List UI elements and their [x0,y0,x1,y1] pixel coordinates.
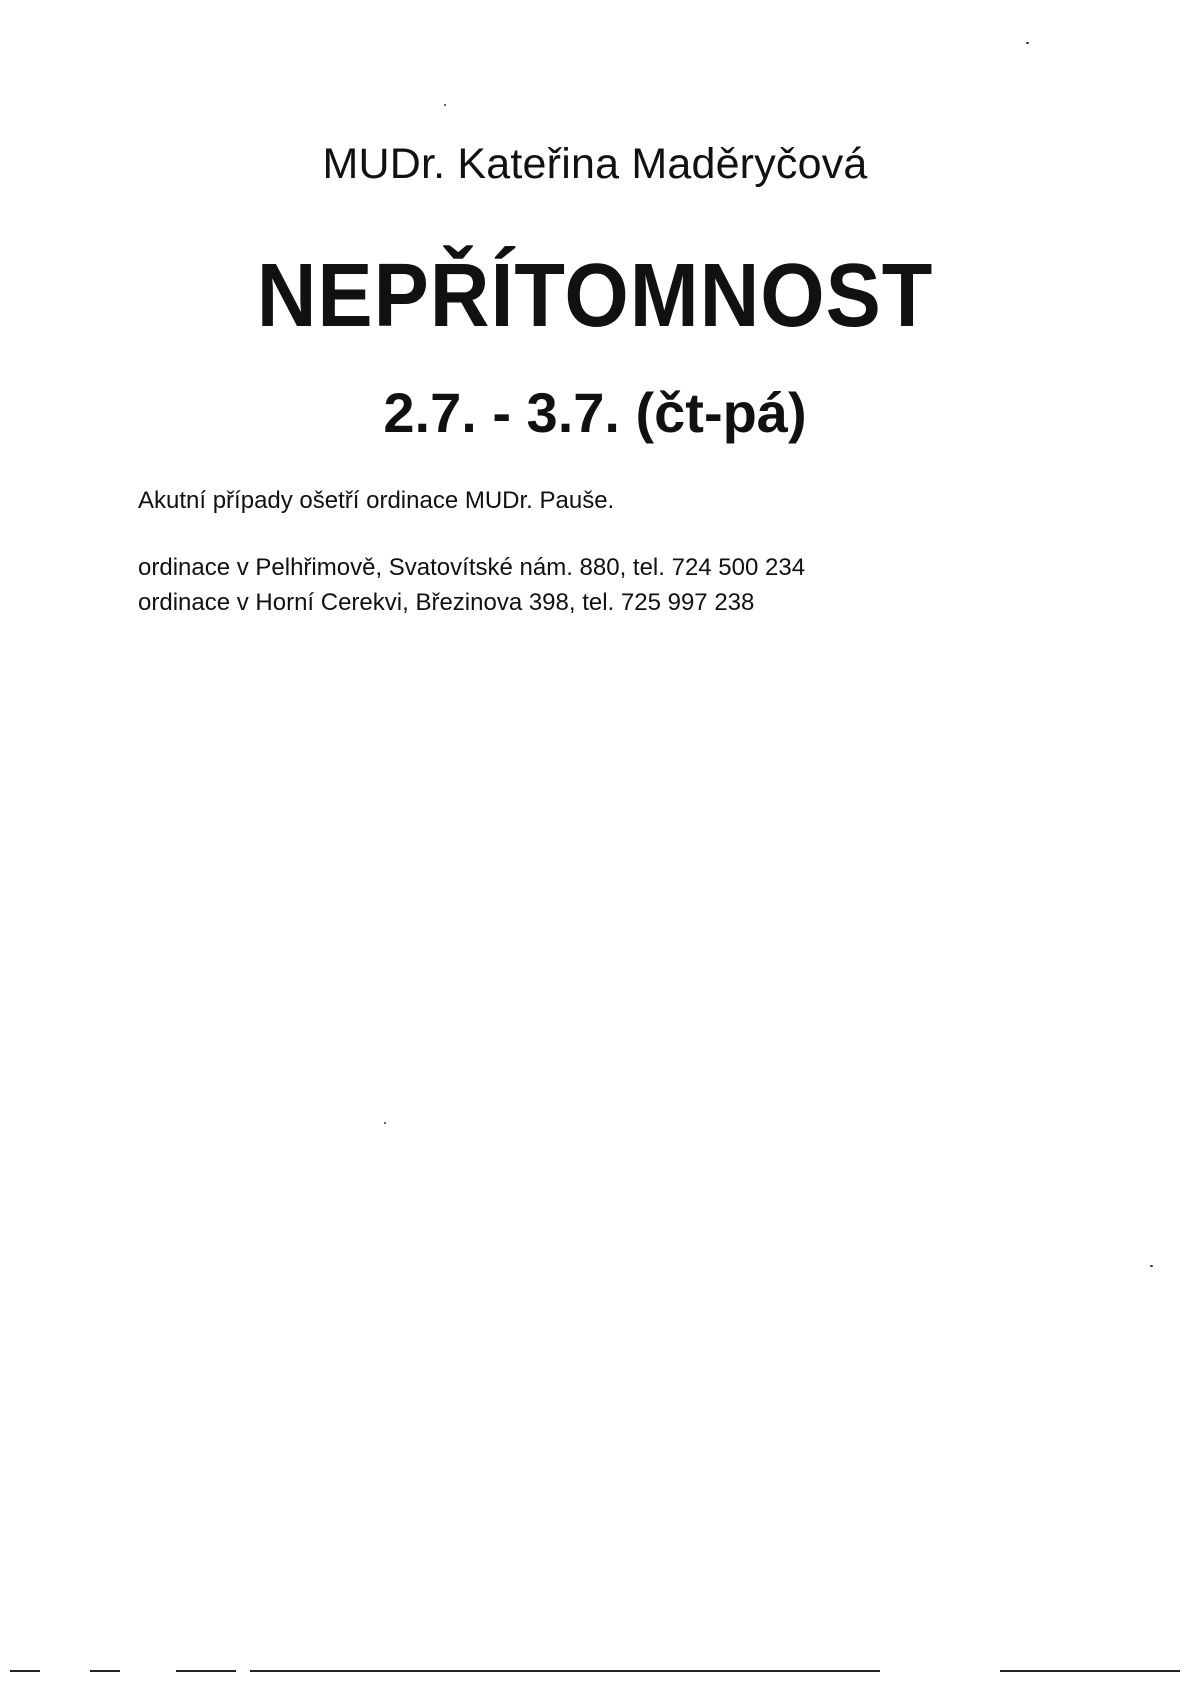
office-horni-cerekev: ordinace v Horní Cerekvi, Březinova 398, tel. 725 997 238 [138,589,755,616]
acute-cases-note: Akutní případy ošetří ordinace MUDr. Pauše. [138,487,615,514]
scan-edge-line [250,1670,880,1672]
doctor-name: MUDr. Kateřina Maděryčová [322,140,868,188]
scan-edge-line [1000,1670,1180,1672]
scan-speck [1026,42,1029,44]
scan-edge-line [10,1670,40,1672]
scan-edge-line [90,1670,120,1672]
absence-dates: 2.7. - 3.7. (čt-pá) [383,381,807,444]
scan-speck [444,104,446,106]
office-pelhrimov: ordinace v Pelhřimově, Svatovítské nám. 880, tel. 724 500 234 [138,554,806,581]
scan-edge-line [176,1670,236,1672]
scan-speck [384,1122,386,1124]
absence-headline: NEPŘÍTOMNOST [256,246,934,346]
scan-speck [1150,1265,1153,1267]
